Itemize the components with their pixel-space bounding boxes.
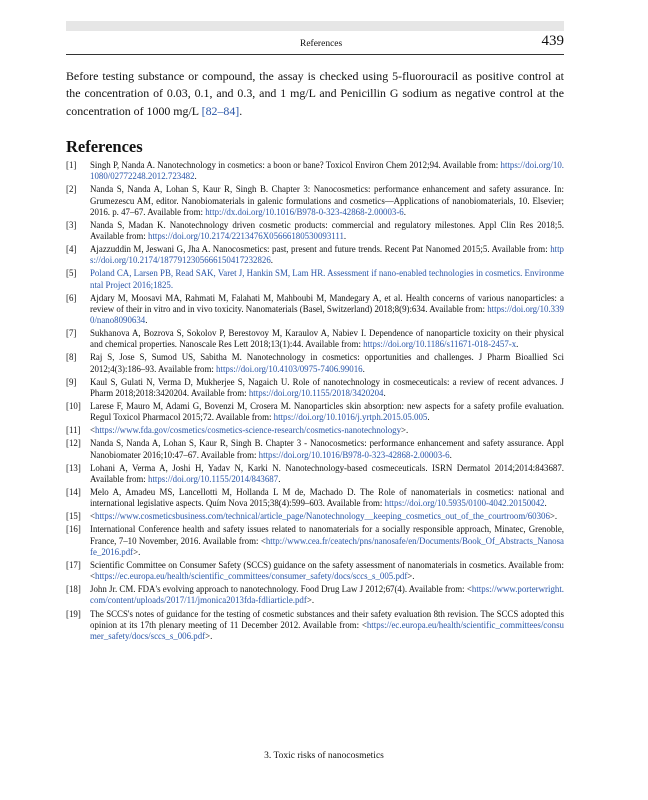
reference-item-19	[66, 609, 564, 643]
reference-item-3	[66, 220, 564, 242]
reference-text: Scientific Committee on Consumer Safety (SCCS) guidance on the safety assessment of nanomaterials in cosmetics. Available from: <https://ec.europa.eu/health/scientific_committees/consumer_safety/docs/sccs_s_005.pdf>.	[90, 559, 564, 582]
reference-link[interactable]: https://doi.org/10.1155/2014/843687	[148, 473, 279, 484]
reference-item-8	[66, 352, 564, 374]
reference-text: <https://www.cosmeticsbusiness.com/technical/article_page/Nanotechnology__keeping_cosmetics_out_of_the_courtroom/60306>.	[90, 511, 558, 522]
reference-item-9	[66, 377, 564, 399]
reference-number: [9]	[66, 376, 77, 387]
reference-item-13	[66, 463, 564, 485]
reference-link[interactable]: https://doi.org/10.4103/0975-7406.99016	[216, 363, 363, 374]
reference-number: [5]	[66, 268, 77, 279]
reference-item-12	[66, 438, 564, 460]
reference-number: [4]	[66, 244, 77, 255]
reference-number: [2]	[66, 184, 77, 195]
reference-number: [8]	[66, 352, 77, 363]
running-header-title: References	[300, 39, 343, 49]
reference-item-1	[66, 160, 564, 182]
reference-link[interactable]: http://dx.doi.org/10.1016/B978-0-323-42868-2.00003-6	[205, 206, 404, 217]
reference-text: Ajazzuddin M, Jeswani G, Jha A. Nanocosmetics: past, present and future trends. Recent Pat Nanomed 2015;5. Available from: https://doi.org/10.2174/1877912305666150417232826.	[90, 244, 564, 266]
reference-item-14	[66, 487, 564, 509]
reference-number: [1]	[66, 160, 77, 170]
reference-link[interactable]: https://doi.org/10.2174/1877912305666150417232826	[90, 244, 564, 266]
reference-text: Nanda S, Nanda A, Lohan S, Kaur R, Singh B. Chapter 3: Nanocosmetics: performance enhancement and safety assurance. In: Grumezescu AM, editor. Nanobiomaterials in galenic formulations and cosmetics—Applications of nanobiomaterials, 10. Elsevier; 2016. p. 47–67. Available from: http://dx.doi.org/10.1016/B978-0-323-42868-2.00003-6.	[90, 184, 564, 217]
reference-text: Nanda S, Madan K. Nanotechnology driven cosmetic products: commercial and regulatory milestones. Appl Clin Res 2018;5. Available from: https://doi.org/10.2174/2213476X05666180530093111.	[90, 219, 564, 241]
reference-link[interactable]: https://doi.org/10.1016/B978-0-323-42868-2.00003-6	[258, 449, 450, 460]
reference-text: Singh P, Nanda A. Nanotechnology in cosmetics: a boon or bane? Toxicol Environ Chem 2012;94. Available from: https://doi.org/10.1080/02772248.2012.723482.	[90, 160, 564, 182]
reference-number: [18]	[66, 584, 81, 595]
reference-link[interactable]: http://www.cea.fr/ceatech/pns/nanosafe/en/Documents/Book_Of_Abstracts_Nanosafe_2016.pdf	[90, 535, 564, 557]
reference-link[interactable]: https://doi.org/10.1080/02772248.2012.723482	[90, 160, 564, 182]
intro-paragraph	[66, 68, 564, 120]
reference-text: Ajdary M, Moosavi MA, Rahmati M, Falahati M, Mahboubi M, Mandegary A, et al. Health concerns of various nanoparticles: a review of their in vitro and in vivo toxicity. Nanomaterials (Basel, Switzerland) 2018;8(9):634. Available from: https://doi.org/10.3390/nano8090634.	[90, 292, 564, 326]
reference-item-2	[66, 184, 564, 218]
reference-text: Nanda S, Nanda A, Lohan S, Kaur R, Singh B. Chapter 3 - Nanocosmetics: performance enhancement and safety assurance. Appl Nanobiomater 2016;10:47–67. Available from: https://doi.org/10.1016/B978-0-323-42868-2.00003-6.	[90, 438, 564, 460]
intro-citation-link[interactable]: [82–84]	[201, 103, 240, 118]
reference-item-6	[66, 293, 564, 327]
reference-text: Larese F, Mauro M, Adami G, Bovenzi M, Crosera M. Nanoparticles skin absorption: new aspects for a safety profile evaluation. Regul Toxicol Pharmacol 2015;72. Available from: https://doi.org/10.1016/j.yrtph.2015.05.005.	[90, 401, 564, 423]
reference-number: [7]	[66, 328, 77, 339]
reference-link[interactable]: https://doi.org/10.2174/2213476X05666180530093111	[148, 231, 344, 241]
running-footer: 3. Toxic risks of nanocosmetics	[264, 751, 384, 761]
header-rule	[66, 54, 564, 55]
references-heading: References	[66, 137, 143, 156]
reference-text: The SCCS's notes of guidance for the testing of cosmetic substances and their safety evaluation 8th revision. The SCCS adopted this opinion at its 17th plenary meeting of 11 December 2012. Available from: <https://ec.europa.eu/health/scientific_committees/consumer_safety/docs/sccs_s_006.pdf>.	[90, 608, 564, 641]
reference-item-16	[66, 524, 564, 558]
reference-link[interactable]: https://doi.org/10.3390/nano8090634	[90, 303, 564, 326]
reference-item-4	[66, 244, 564, 266]
reference-number: [12]	[66, 438, 81, 449]
reference-number: [14]	[66, 487, 81, 498]
reference-item-15	[66, 511, 564, 522]
reference-number: [3]	[66, 219, 77, 230]
reference-number: [19]	[66, 608, 81, 619]
reference-number: [15]	[66, 511, 81, 522]
reference-link[interactable]: https://www.cosmeticsbusiness.com/technical/article_page/Nanotechnology__keeping_cosmetics_out_of_the_courtroom/60306	[95, 511, 550, 522]
reference-number: [16]	[66, 524, 81, 535]
reference-number: [13]	[66, 462, 81, 473]
reference-link[interactable]: https://doi.org/10.1155/2018/3420204	[248, 387, 384, 398]
reference-list	[66, 160, 564, 644]
reference-number: [17]	[66, 559, 81, 570]
reference-number: [6]	[66, 292, 77, 303]
reference-link[interactable]: https://doi.org/10.1186/s11671-018-2457-x	[363, 339, 517, 350]
reference-item-10	[66, 401, 564, 423]
reference-item-7	[66, 328, 564, 350]
intro-text: Before testing substance or compound, the assay is checked using 5-fluorouracil as positive control at the concentration of 0.03, 0.1, and 0.3, and 1 mg/L and Penicillin G sodium as negative control at the concentration of 1000 mg/L	[66, 69, 564, 118]
reference-text: Lohani A, Verma A, Joshi H, Yadav N, Karki N. Nanotechnology-based cosmeceuticals. ISRN Dermatol 2014;2014:843687. Available from: https://doi.org/10.1155/2014/843687.	[90, 462, 564, 484]
reference-item-5	[66, 268, 564, 290]
reference-text: <https://www.fda.gov/cosmetics/cosmetics-science-research/cosmetics-nanotechnology>.	[90, 425, 409, 436]
reference-link[interactable]: Poland CA, Larsen PB, Read SAK, Varet J, Hankin SM, Lam HR. Assessment if nano-enabled technologies in cosmetics. Environmental Project 2016;1825.	[90, 268, 564, 290]
reference-link[interactable]: https://www.porterwright.com/content/uploads/2017/11/jmonica2013fda-fdliarticle.pdf	[90, 584, 564, 606]
reference-number: [11]	[66, 425, 81, 436]
reference-text: Sukhanova A, Bozrova S, Sokolov P, Berestovoy M, Karaulov A, Nabiev I. Dependence of nanoparticle toxicity on their physical and chemical properties. Nanoscale Res Lett 2018;13(1):44. Available from: https://doi.org/10.1186/s11671-018-2457-x.	[90, 328, 564, 350]
page-number: 439	[541, 33, 564, 49]
reference-text	[90, 268, 564, 289]
reference-link[interactable]: https://ec.europa.eu/health/scientific_committees/consumer_safety/docs/sccs_s_005.pdf	[95, 571, 408, 582]
reference-link[interactable]: https://ec.europa.eu/health/scientific_committees/consumer_safety/docs/sccs_s_006.pdf	[90, 619, 564, 641]
reference-text: Kaul S, Gulati N, Verma D, Mukherjee S, Nagaich U. Role of nanotechnology in cosmeceuticals: a review of recent advances. J Pharm 2018;2018:3420204. Available from: https://doi.org/10.1155/2018/3420204.	[90, 376, 564, 398]
reference-number: [10]	[66, 401, 81, 412]
reference-item-17	[66, 560, 564, 582]
reference-item-18	[66, 584, 564, 606]
reference-text: John Jr. CM. FDA's evolving approach to nanotechnology. Food Drug Law J 2012;67(4). Available from: <https://www.porterwright.com/content/uploads/2017/11/jmonica2013fda-fdliarticle.pdf>.	[90, 584, 564, 606]
reference-text: Melo A, Amadeu MS, Lancellotti M, Hollanda L M de, Machado D. The Role of nanomaterials in cosmetics: national and international legislative aspects. Quím Nova 2015;38(4):599–603. Available from: https://doi.org/10.5935/0100-4042.20150042.	[90, 487, 564, 509]
reference-link[interactable]: https://doi.org/10.1016/j.yrtph.2015.05.005	[273, 412, 428, 423]
header-band	[66, 21, 564, 31]
intro-end: .	[239, 103, 243, 118]
reference-text: International Conference health and safety issues related to nanomaterials for a socially responsible approach, Minatec, Grenoble, France, 7–10 November, 2016. Available from: <http://www.cea.fr/ceatech/pns/nanosafe/en/Documents/Book_Of_Abstracts_Nanosafe_2016.pdf>.	[90, 524, 564, 557]
reference-text: Raj S, Jose S, Sumod US, Sabitha M. Nanotechnology in cosmetics: opportunities and challenges. J Pharm Bioallied Sci 2012;4(3):186–93. Available from: https://doi.org/10.4103/0975-7406.99016.	[90, 352, 564, 374]
reference-link[interactable]: https://doi.org/10.5935/0100-4042.20150042	[384, 498, 545, 509]
reference-item-11	[66, 425, 564, 436]
reference-link[interactable]: https://www.fda.gov/cosmetics/cosmetics-science-research/cosmetics-nanotechnology	[95, 425, 402, 436]
